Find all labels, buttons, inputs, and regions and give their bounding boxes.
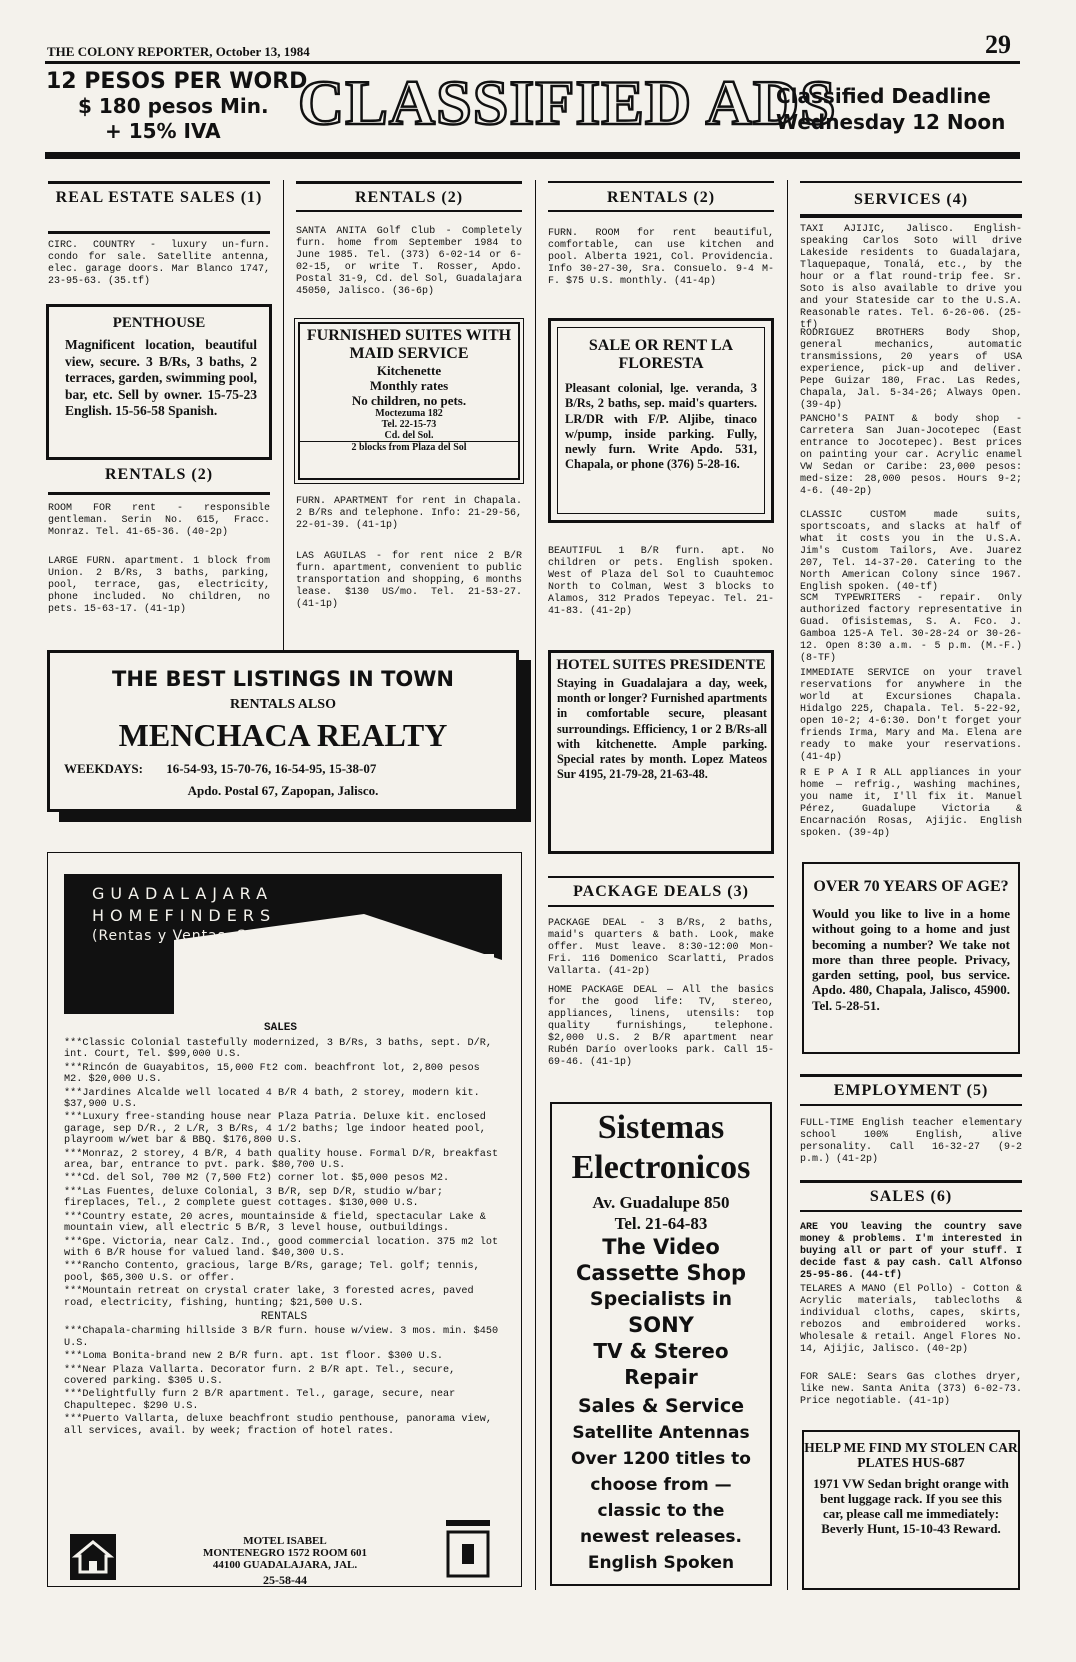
sistemas-line: SONY	[628, 1313, 694, 1337]
classified-ad: FULL-TIME English teacher elementary school 100% English, alive personality. Call 16-32-27 (9-2 p.m.) (41-2p)	[800, 1118, 1022, 1165]
sistemas-line: Repair	[624, 1365, 698, 1389]
page-number: 29	[985, 30, 1011, 59]
rate-line-1: 12 PESOS PER WORD	[46, 69, 308, 94]
section-rule	[548, 876, 774, 878]
homefinders-line-3: (Rentas y Ventas, S.A.)	[92, 928, 275, 944]
section-rule	[48, 492, 270, 495]
sistemas-line: Specialists in	[589, 1288, 733, 1310]
listing-item: ***Chapala-charming hillside 3 B/R furn. house w/view. 3 mos. min. $450 U.S.	[64, 1326, 499, 1349]
classified-ad: PANCHO'S PAINT & body shop - Carretera San Juan-Jocotepec (East entrance to Jocotepec). Best prices on painting your car. Acrylic enamel VW Sedan or Caribe: 23,000 pesos: med-size: 28,000 pesos. Hours 9-2; 4-6. (40-2p)	[800, 414, 1022, 497]
classified-ad: ARE YOU leaving the country save money & problems. I'm interested in buying all or part of your stuff. I decide fast & pay cash. Call Alfonso 25-95-86. (44-tf)	[800, 1222, 1022, 1281]
listing-item: ***Puerto Vallarta, deluxe beachfront studio penthouse, panorama view, all services, avail. by week; fraction of hotel rates.	[64, 1414, 492, 1437]
masthead-bottom-rule	[45, 152, 1020, 159]
classified-ad: SCM TYPEWRITERS - repair. Only authorized factory representative in Guad. Ofisistemas, S. A. Fco. J. Gamboa 125-A Tel. 30-28-24 or 30-26-12. Open 8:30 a.m. - 5 p.m. (M.-F.) (8-TF)	[800, 593, 1022, 664]
section-rule	[548, 210, 774, 212]
listing-item: ***Loma Bonita-brand new 2 B/R furn. apt. 1st floor. $300 U.S.	[64, 1351, 444, 1363]
sistemas-line: classic to the	[597, 1501, 725, 1521]
section-rule	[48, 181, 270, 184]
listing-item: ***Las Fuentes, deluxe Colonial, 3 B/R, sep D/R, studio w/bar; fireplaces, Tel., 2 complete guest cottages. $130,000 U.S.	[64, 1186, 444, 1210]
sistemas-line: Cassette Shop	[576, 1261, 746, 1285]
rate-line-3: + 15% IVA	[105, 119, 221, 143]
column-divider	[787, 180, 788, 1590]
homefinders-sales-list	[64, 1038, 504, 1439]
sistemas-line: English Spoken	[587, 1553, 735, 1573]
section-header-real-estate: REAL ESTATE SALES (1)	[55, 189, 263, 206]
classified-ad: CLASSIC CUSTOM made suits, sportscoats, and slacks at half of what it costs you in the U.S.A. Jim's Custom Tailors, Ave. Juarez 207, Tel. 14-37-20. Catering to the North American Colony since 1967. English spoken. (40-tf)	[800, 510, 1022, 593]
suites-line: Monthly rates	[369, 378, 449, 393]
listing-item: ***Jardines Alcalde well located 4 B/R 4 bath, 2 storey, modern kit. $37,900 U.S.	[64, 1087, 480, 1111]
top-rule	[45, 61, 1020, 64]
menchaca-line-1: THE BEST LISTINGS IN TOWN	[112, 667, 454, 691]
classified-ad: IMMEDIATE SERVICE on your travel reservations for anywhere in the world at Excursiones Chapala. Hidalgo 225, Chapala. Tel. 5-22-92, open 10-2; 4-6:30. Don't forget your friends Irma, Mary and Ma. Elena are ready to make your reservations. (41-4p)	[800, 668, 1022, 763]
classified-ad: CIRC. COUNTRY - luxury un-furn. condo for sale. Satellite antenna, elec. garage doors. Mar Blanco 1747, 23-95-63. (35.tf)	[48, 240, 270, 287]
homefinders-sales-header: SALES	[264, 1022, 298, 1034]
furnished-suites-ad-box	[298, 322, 520, 480]
section-header-rentals: RENTALS (2)	[104, 466, 214, 483]
classified-ad: TAXI AJIJIC, Jalisco. English-speaking Carlos Soto will drive Lakeside residents to Guadalajara, Tlaquepaque, Tonalá, etc., by the hour or a flat round-trip fee. Sr. Soto is also available to drive you and your Stateside car to the U.S.A. Reasonable rates. Tel. 6-26-06. (25-tf)	[800, 224, 1022, 331]
over70-title: OVER 70 YEARS OF AGE?	[813, 878, 1009, 895]
listing-item: ***Luxury free-standing house near Plaza Patria. Deluxe kit. enclosed garage, sep D/R., 2 L/R, 3 B/Rs, 4 1/2 baths; lge indoor heated pool, playroom w/wet bar & BBQ. $176,800 U.S.	[64, 1112, 486, 1147]
listing-item: ***Near Plaza Vallarta. Decorator furn. 2 B/R apt. Tel., secure, covered parking. $305 U.S.	[64, 1364, 456, 1387]
motel-line: MOTEL ISABEL	[243, 1535, 327, 1547]
section-header-rentals-3: RENTALS (2)	[606, 189, 716, 206]
listing-item: ***Rancho Contento, gracious, large B/Rs, garage; Tel. golf; tennis, pool, $65,300 U.S. or offer.	[64, 1261, 480, 1284]
column-divider	[535, 180, 536, 1590]
homefinders-line-1: GUADALAJARA	[92, 884, 274, 903]
classified-ad: FOR SALE: Sears Gas clothes dryer, like new. Santa Anita (373) 6-02-73. Price negotiable. (41-1p)	[800, 1372, 1022, 1407]
house-logo-icon	[70, 1534, 116, 1580]
paper-date-line: THE COLONY REPORTER, October 13, 1984	[47, 44, 310, 59]
penthouse-title: PENTHOUSE	[112, 315, 206, 331]
classified-ad: TELARES A MANO (El Pollo) - Cotton & Acrylic materials, tablecloths & individual cloths, capes, skirts, rebozos and embroidered works. Wholesale & retail. Angel Flores No. 14, Ajijic, Jalisco. (40-2p)	[800, 1284, 1022, 1355]
section-rule	[800, 1104, 1022, 1106]
section-rule	[800, 1180, 1022, 1183]
penthouse-ad-box	[46, 304, 272, 460]
section-rule	[296, 181, 522, 184]
section-header-sales: SALES (6)	[869, 1188, 953, 1205]
homefinders-line-2: HOMEFINDERS	[92, 906, 277, 925]
sistemas-line: Sistemas	[597, 1109, 725, 1146]
sistemas-line: Tel. 21-64-83	[614, 1214, 708, 1233]
section-rule	[800, 1074, 1022, 1077]
section-header-services: SERVICES (4)	[853, 191, 969, 208]
listing-item: ***Monraz, 2 storey, 4 B/R, 4 bath quality house. Formal D/R, breakfast area, bar, entrance to pvt. park. $80,700 U.S.	[64, 1148, 499, 1172]
section-header-employment: EMPLOYMENT (5)	[833, 1082, 989, 1099]
sistemas-line: newest releases.	[580, 1527, 742, 1547]
building-logo-icon	[446, 1520, 490, 1578]
section-rule	[800, 214, 1022, 218]
homefinders-rentals-header: RENTALS	[260, 1310, 308, 1323]
sistemas-line: Electronicos	[571, 1149, 751, 1186]
motel-line: 25-58-44	[263, 1573, 307, 1587]
stolen-car-body: 1971 VW Sedan bright orange with bent luggage rack. If you see this car, please call me immediately: Beverly Hunt, 15-10-43 Reward.	[813, 1476, 1009, 1536]
classified-ad: BEAUTIFUL 1 B/R furn. apt. No children or pets. English spoken. West of Plaza del Sol to Cuauhtemoc North to Colman, West 3 blocks to Alamos, 312 Prados Tepeyac. Tel. 21-41-83. (41-2p)	[548, 546, 774, 617]
menchaca-address: Apdo. Postal 67, Zapopan, Jalisco.	[187, 783, 379, 798]
sistemas-line: choose from —	[590, 1475, 732, 1495]
classified-ad: FURN. ROOM for rent beautiful, comfortable, can use kitchen and pool. Alberta 1921, Col. Providencia. Info 30-27-30, Sra. Consuelo. 9-4 M-F. $75 U.S. monthly. (41-4p)	[548, 228, 774, 287]
sistemas-electronicos-ad	[550, 1102, 772, 1586]
deadline-line-2: Wednesday 12 Noon	[776, 110, 1006, 134]
deadline-line-1: Classified Deadline	[776, 84, 991, 108]
sistemas-line: Over 1200 titles to	[571, 1449, 751, 1469]
sistemas-line: Sales & Service	[578, 1395, 744, 1417]
suites-title: FURNISHED SUITES WITH MAID SERVICE	[306, 327, 512, 362]
section-rule	[800, 181, 1022, 183]
suites-line: 2 blocks from Plaza del Sol	[300, 441, 518, 454]
classified-ad: SANTA ANITA Golf Club - Completely furn. home from September 1984 to June 1985. Tel. (373) 6-02-14 or 6-02-15, or write T. Rosser, Apdo. Postal 31-9, Cd. del Sol, Guadalajara 45050, Jalisco. (36-6p)	[296, 226, 522, 297]
listing-item: ***Cd. del Sol, 700 M2 (7,500 Ft2) corner lot. $5,000 pesos M2.	[64, 1173, 450, 1185]
suites-line: Kitchenette	[376, 363, 442, 378]
motel-line: 44100 GUADALAJARA, JAL.	[212, 1559, 358, 1571]
classified-ad: PACKAGE DEAL - 3 B/Rs, 2 baths, maid's quarters & bath. Look, make offer. Must leave. 8:30-12:00 Mon-Fri. 116 Domenico Scarlatti, Prados Vallarta. (41-2p)	[548, 918, 774, 977]
classified-ad: LAS AGUILAS - for rent nice 2 B/R furn. apartment, convenient to public transportation and shopping, 6 months lease. $130 US/mo. Tel. 21-53-27. (41-1p)	[296, 551, 522, 610]
hotel-body: Staying in Guadalajara a day, week, month or longer? Furnished apartments in comfortable secure, pleasant surroundings. Efficiency, 1 or 2 B/Rs-all with kitchenette. Ample parking. Special rates by month. Lopez Mateos Sur 4195, 21-79-28, 21-63-48.	[557, 676, 767, 782]
menchaca-days: WEEKDAYS:	[64, 761, 143, 776]
menchaca-name: MENCHACA REALTY	[118, 717, 448, 753]
section-header-package-deals: PACKAGE DEALS (3)	[573, 883, 749, 900]
classified-ad: HOME PACKAGE DEAL — All the basics for the good life: TV, stereo, appliances, linens, utensils: top quality furnishings, telephone. $2,000 U.S. 2 B/R apartment near Rubén Darío overlooks park. Call 15-69-46. (41-1p)	[548, 985, 774, 1068]
classified-ad: RODRIGUEZ BROTHERS Body Shop, general mechanics, automatic transmissions, 20 years of USA experience, pick-up and deliver. Pepe Guizar 180, Frac. Las Redes, Chapala, Jal. 5-34-26; Always Open. (39-4p)	[800, 328, 1022, 411]
section-rule	[548, 181, 774, 183]
rate-line-2: $ 180 pesos Min.	[78, 94, 269, 118]
classified-ad: FURN. APARTMENT for rent in Chapala. 2 B/Rs and telephone. Info: 21-29-56, 22-01-39. (41-1p)	[296, 496, 522, 531]
over-70-ad	[802, 862, 1020, 1054]
suites-line: Moctezuma 182	[375, 408, 443, 419]
motel-line: MONTENEGRO 1572 ROOM 601	[202, 1547, 368, 1559]
section-header-rentals-2: RENTALS (2)	[354, 189, 464, 206]
sistemas-line: The Video	[602, 1235, 720, 1259]
stolen-car-title: HELP ME FIND MY STOLEN CAR PLATES HUS-687	[804, 1440, 1018, 1470]
stolen-car-ad	[802, 1430, 1020, 1590]
listing-item: ***Mountain retreat on crystal crater lake, 3 forested acres, paved road, electricity, fishing, hunting; $21,500 U.S.	[64, 1286, 474, 1309]
section-rule	[48, 231, 270, 234]
sistemas-line: Satellite Antennas	[572, 1423, 750, 1443]
listing-item: ***Gpe. Victoria, near Calz. Ind., good commercial location. 375 m2 lot with 6 B/R house for valued land. $40,300 U.S.	[64, 1236, 499, 1259]
section-rule	[548, 905, 774, 907]
menchaca-line-2: RENTALS ALSO	[230, 697, 336, 712]
floresta-ad-box	[548, 318, 774, 523]
menchaca-realty-ad	[47, 650, 519, 812]
classified-ad: R E P A I R ALL appliances in your home — refrig., washing machines, you name it, I'll fix it. Manuel Pérez, Guadalupe Victoria & Encarnación Rosas, Ajijic. English spoken. (39-4p)	[800, 768, 1022, 839]
hotel-presidente-ad	[548, 650, 774, 854]
listing-item: ***Country estate, 20 acres, mountainside & field, spectacular Lake & mountain view, all electric 5 B/R, 3 level house, outbuildings.	[64, 1211, 486, 1235]
suites-line: Cd. del Sol.	[384, 430, 434, 441]
classified-ads-title: CLASSIFIED ADS	[298, 67, 837, 138]
floresta-body: Pleasant colonial, lge. veranda, 3 B/Rs, 2 baths, sep. maid's quarters. LR/DR with F/P. Aljibe, tinaco w/pump, inside parking. Fully, newly furn. Write Apdo. 531, Chapala, or phone (376) 5-28-16.	[565, 381, 757, 472]
floresta-title: SALE OR RENT LA FLORESTA	[588, 337, 734, 372]
classified-ad: ROOM FOR rent - responsible gentleman. Serin No. 615, Fracc. Monraz. Tel. 41-65-36. (40-2p)	[48, 503, 270, 538]
motel-isabel-block	[170, 1535, 400, 1586]
menchaca-phones: 16-54-93, 15-70-76, 16-54-95, 15-38-07	[166, 761, 377, 776]
section-rule	[296, 210, 522, 212]
sistemas-line: Av. Guadalupe 850	[592, 1193, 730, 1212]
listing-item: ***Classic Colonial tastefully modernized, 3 B/Rs, 3 baths, sept. D/R, int. Court, Tel. $99,000 U.S.	[64, 1038, 492, 1061]
hotel-title: HOTEL SUITES PRESIDENTE	[556, 657, 766, 673]
section-rule	[800, 1210, 1022, 1212]
suites-line: No children, no pets.	[351, 393, 467, 408]
over70-body: Would you like to live in a home without going to a home and just becoming a number? We take not more than three people. Privacy, garden setting, pool, bus service. Apdo. 480, Chapala, Jalisco, 45900. Tel. 5-28-51.	[812, 906, 1010, 1013]
listing-item: ***Delightfully furn 2 B/R apartment. Tel., garage, secure, near Chapultepec. $290 U.S.	[64, 1389, 456, 1412]
column-divider	[283, 180, 284, 650]
suites-line: Tel. 22-15-73	[381, 419, 437, 430]
classified-ad: LARGE FURN. apartment. 1 block from Union. 2 B/Rs, 3 baths, parking, pool, terrace, gas, electricity, phone included. No children, no pets. 15-63-17. (41-1p)	[48, 556, 270, 615]
listing-item: ***Rincón de Guayabitos, 15,000 Ft2 com. beachfront lot, 2,800 pesos M2. $20,000 U.S.	[64, 1062, 480, 1086]
sistemas-line: TV & Stereo	[593, 1339, 729, 1363]
penthouse-body: Magnificent location, beautiful view, secure. 3 B/Rs, 3 baths, 2 terraces, garden, swimming pool, bar, etc. Sell by owner. 15-75-23 English. 15-56-58 Spanish.	[65, 337, 257, 418]
